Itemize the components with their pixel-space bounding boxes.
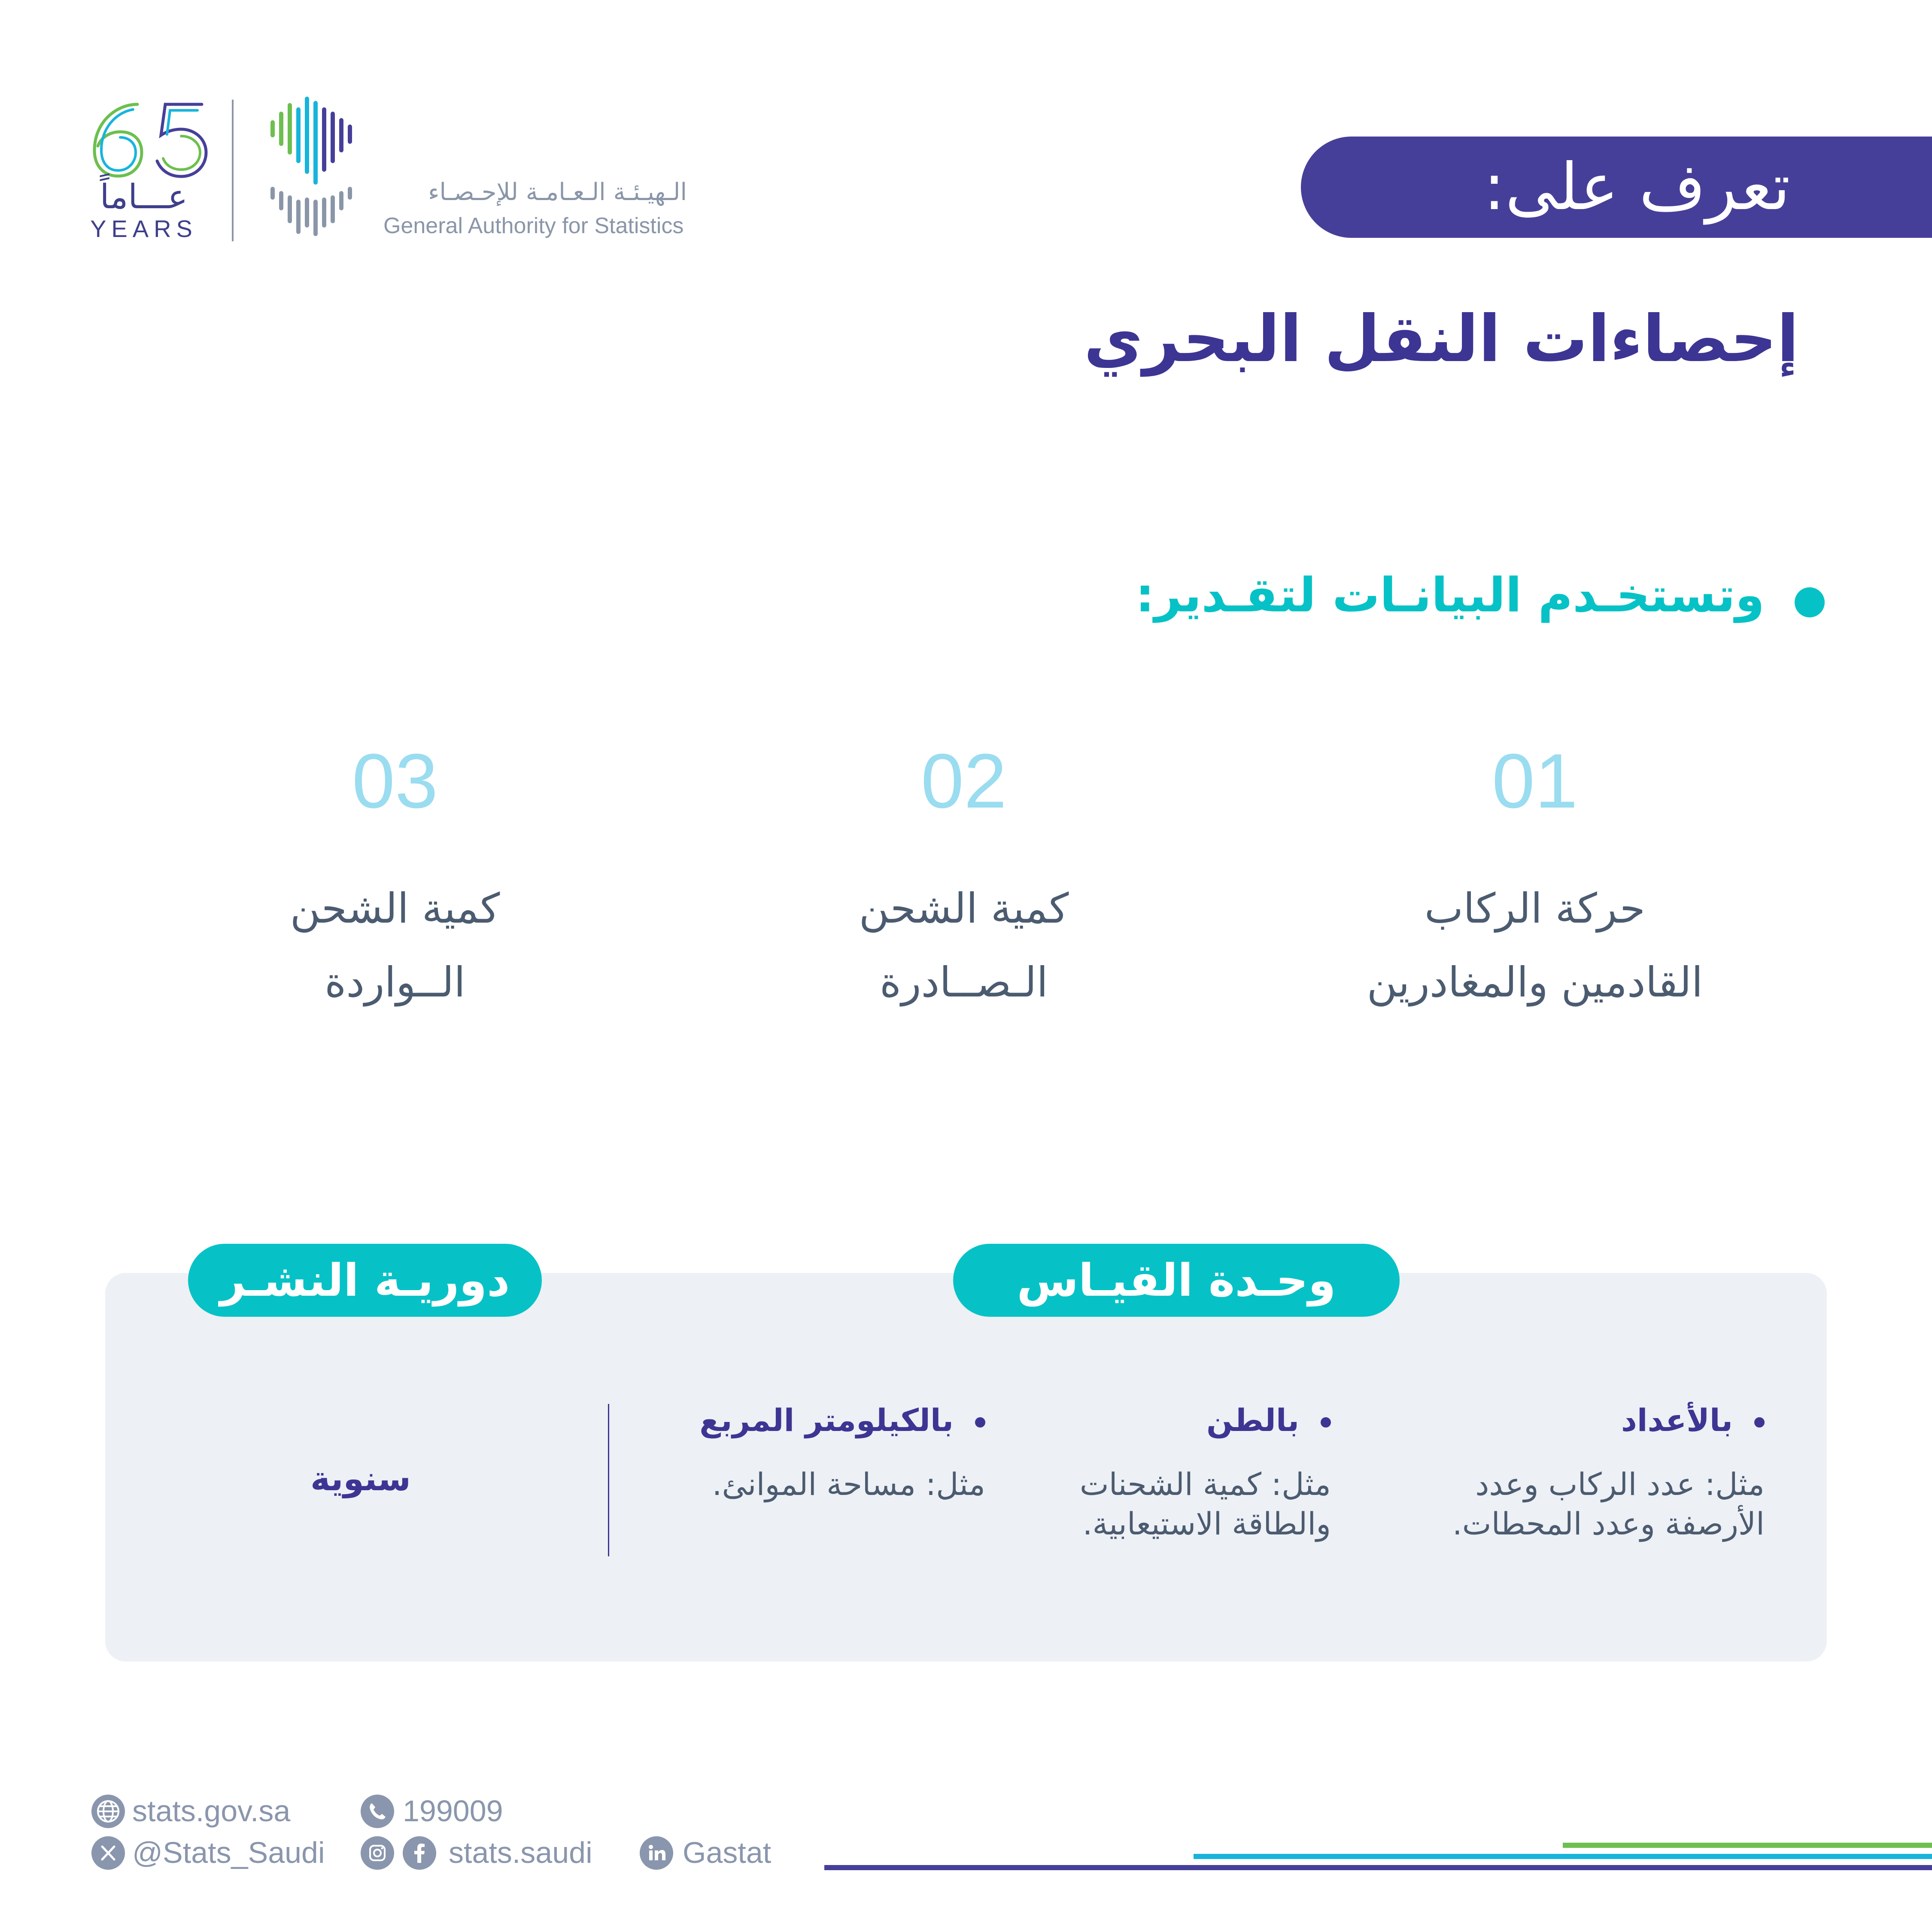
phone-icon[interactable] — [361, 1795, 394, 1828]
bullet-icon — [1754, 1417, 1765, 1428]
page-title: إحصاءات النقل البحري — [1084, 302, 1799, 377]
use-number: 03 — [352, 738, 438, 824]
unit-title: بالطن — [1206, 1402, 1299, 1438]
use-line: القادمين والمغادرين — [1367, 958, 1703, 1006]
use-item-imports — [180, 738, 610, 1019]
use-line: كمية الشحن — [859, 884, 1069, 933]
bullet-dot-icon — [1795, 587, 1825, 617]
unit-example — [599, 1464, 985, 1504]
use-description — [749, 872, 1179, 1019]
publication-period-label: دوريـة النشـر — [188, 1244, 542, 1317]
twitter-handle[interactable]: @Stats_Saudi — [132, 1836, 325, 1869]
website-link[interactable]: stats.gov.sa — [132, 1794, 291, 1828]
use-item-passengers — [1320, 738, 1750, 1019]
linkedin-handle[interactable]: Gastat — [683, 1836, 772, 1869]
unit-square-km — [599, 1402, 985, 1504]
use-description — [1320, 872, 1750, 1019]
facebook-icon[interactable] — [403, 1836, 436, 1870]
decor-line-cyan — [1194, 1854, 1932, 1859]
unit-example-line: مثل: مساحة الموانئ. — [712, 1466, 985, 1503]
publication-period-value: سنوية — [310, 1460, 411, 1498]
use-line: كمية الشحن — [290, 884, 500, 933]
decor-line-green — [1563, 1843, 1932, 1848]
use-number: 01 — [1492, 738, 1578, 824]
anniversary-arabic-label: عـــاماً — [100, 178, 188, 216]
unit-counts — [1421, 1402, 1765, 1543]
linkedin-icon[interactable] — [640, 1836, 673, 1870]
x-icon[interactable] — [91, 1836, 125, 1870]
instagram-icon[interactable] — [361, 1836, 394, 1870]
social-handle[interactable]: stats.saudi — [449, 1836, 592, 1869]
unit-example-line: والطاقة الاستيعابية. — [1082, 1506, 1331, 1542]
use-line: الـصــادرة — [879, 958, 1048, 1006]
unit-of-measure-label: وحـدة القيـاس — [953, 1244, 1400, 1317]
use-line: الــواردة — [325, 958, 465, 1006]
bullet-icon — [975, 1417, 985, 1428]
unit-example — [1421, 1464, 1765, 1543]
use-description — [180, 872, 610, 1019]
unit-tons — [987, 1402, 1331, 1543]
globe-icon[interactable] — [91, 1795, 125, 1828]
header-title: تعرف على: — [1483, 150, 1790, 225]
decor-line-indigo — [824, 1865, 1932, 1870]
uses-heading: وتستخـدم البيانـات لتقـدير: — [1135, 568, 1765, 623]
use-line: حركة الركاب — [1424, 884, 1646, 933]
unit-title: بالأعداد — [1621, 1402, 1733, 1438]
svg-text:65: 65 — [150, 148, 151, 149]
gastat-logo-icon — [264, 97, 367, 238]
unit-example-line: مثل: كمية الشحنات — [1079, 1466, 1331, 1503]
anniversary-years-label: YEARS — [90, 215, 197, 242]
use-number: 02 — [920, 738, 1007, 824]
use-item-exports — [749, 738, 1179, 1019]
unit-example-line: الأرصفة وعدد المحطات. — [1452, 1506, 1765, 1542]
org-name-arabic: الـهيـئـة الـعـامـة للإحـصـاء — [428, 178, 687, 206]
bullet-icon — [1321, 1417, 1331, 1428]
unit-example-line: مثل: عدد الركاب وعدد — [1475, 1466, 1765, 1503]
unit-example — [987, 1464, 1331, 1543]
anniversary-logo — [86, 97, 215, 182]
org-name-english: General Authority for Statistics — [383, 213, 684, 238]
logo-divider — [232, 100, 234, 241]
anniversary-65-graphic — [86, 97, 215, 182]
phone-number[interactable]: 199009 — [403, 1794, 503, 1828]
unit-title: بالكيلومتر المربع — [699, 1402, 954, 1438]
